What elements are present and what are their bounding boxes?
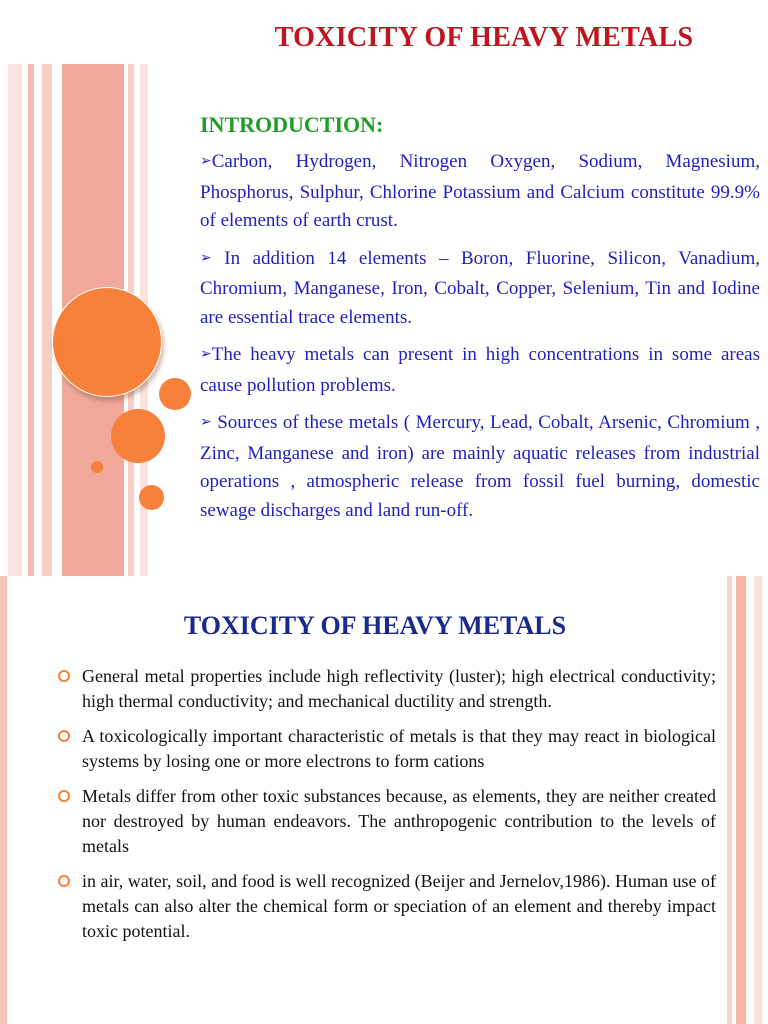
arrow-bullet-icon: ➢ bbox=[200, 415, 212, 430]
decorative-stripe bbox=[0, 576, 7, 1024]
circle-bullet-icon bbox=[58, 875, 70, 887]
arrow-bullet-icon: ➢ bbox=[200, 347, 212, 362]
decorative-stripe bbox=[754, 576, 762, 1024]
arrow-bullet-icon: ➢ bbox=[200, 154, 212, 169]
intro-paragraph: ➢Carbon, Hydrogen, Nitrogen Oxygen, Sodium, Magnesium, Phosphorus, Sulphur, Chlorine Potassium and Calcium constitute 99.9% of elements of earth crust. bbox=[200, 151, 760, 231]
decorative-stripe bbox=[736, 576, 746, 1024]
decorative-stripe bbox=[28, 64, 34, 576]
intro-paragraph: ➢ Sources of these metals ( Mercury, Lead, Cobalt, Arsenic, Chromium , Zinc, Manganese and iron) are mainly aquatic releases from industrial operations , atmospheric release from fossil fuel burning, domestic sewage discharges and land run-off. bbox=[200, 412, 760, 521]
slide-title: TOXICITY OF HEAVY METALS bbox=[274, 22, 694, 53]
list-item: General metal properties include high reflectivity (luster); high electrical conductivity; high thermal conductivity; and mechanical ductility and strength. bbox=[58, 664, 716, 714]
decorative-circle bbox=[159, 378, 191, 410]
list-item: Metals differ from other toxic substances because, as elements, they are neither created nor destroyed by human endeavors. The anthropogenic contribution to the levels of metals bbox=[58, 784, 716, 859]
decorative-stripe bbox=[42, 64, 52, 576]
decorative-stripe bbox=[727, 576, 732, 1024]
list-item: in air, water, soil, and food is well recognized (Beijer and Jernelov,1986). Human use of metals can also alter the chemical form or speciation of an element and thereby impact toxic potential. bbox=[58, 869, 716, 944]
introduction-content bbox=[200, 148, 760, 534]
decorative-circle bbox=[111, 409, 165, 463]
circle-bullet-icon bbox=[58, 730, 70, 742]
decorative-stripe bbox=[8, 64, 22, 576]
decorative-circle bbox=[91, 461, 103, 473]
intro-paragraph: ➢The heavy metals can present in high concentrations in some areas cause pollution problems. bbox=[200, 344, 760, 396]
decorative-circle bbox=[139, 485, 164, 510]
slide-metal-properties bbox=[0, 576, 768, 1024]
arrow-bullet-icon: ➢ bbox=[200, 250, 212, 266]
slide-title: TOXICITY OF HEAVY METALS bbox=[183, 611, 567, 640]
list-item: A toxicologically important characteristic of metals is that they may react in biological systems by losing one or more electrons to form cations bbox=[58, 724, 716, 774]
circle-bullet-icon bbox=[58, 670, 70, 682]
introduction-heading: INTRODUCTION: bbox=[200, 112, 384, 137]
intro-paragraph: ➢ In addition 14 elements – Boron, Fluorine, Silicon, Vanadium, Chromium, Manganese, Iron, Cobalt, Copper, Selenium, Tin and Iodine are essential trace elements. bbox=[200, 247, 760, 328]
bullet-list bbox=[58, 664, 716, 954]
decorative-circle-large bbox=[52, 287, 162, 397]
circle-bullet-icon bbox=[58, 790, 70, 802]
